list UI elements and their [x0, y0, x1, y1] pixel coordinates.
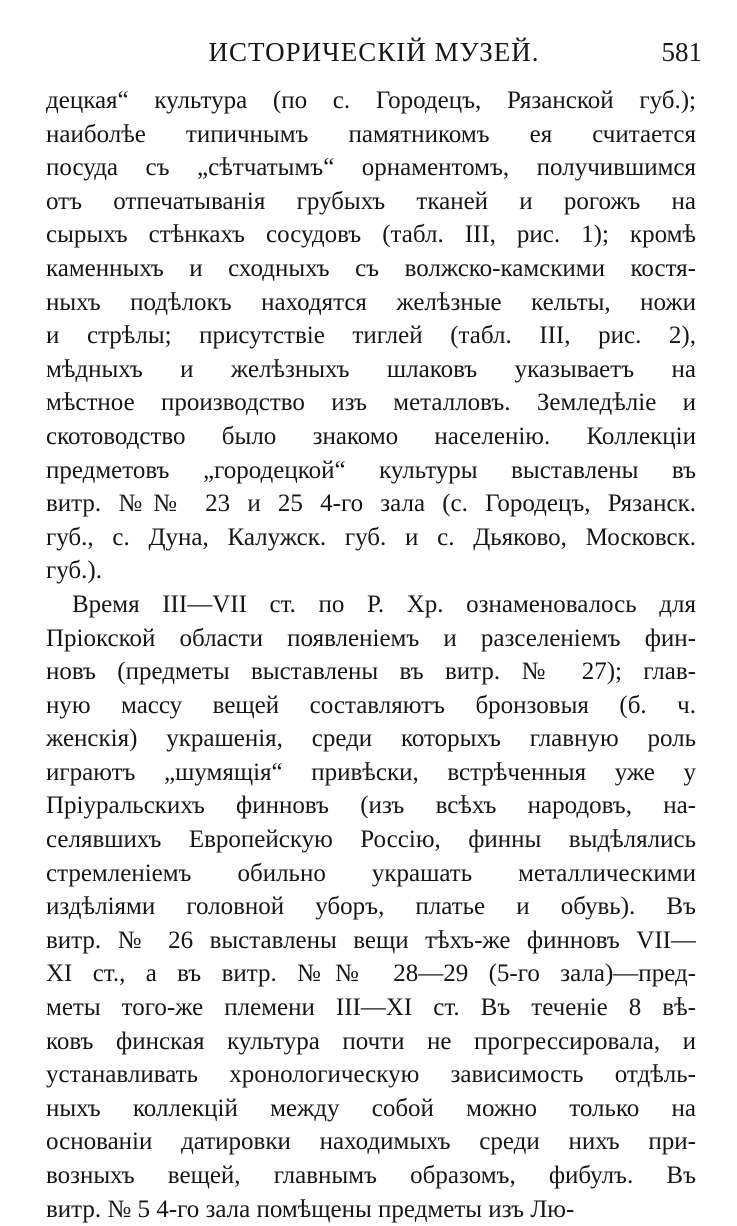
text-line: наиболѣе типичнымъ памятникомъ ея считается [46, 120, 696, 148]
text-line: основаніи датировки находимыхъ среди нихъ при- [46, 1128, 696, 1156]
text-line: ныхъ подѣлокъ находятся желѣзные кельты, ножи [46, 288, 696, 316]
text-line: децкая“ культура (по с. Городецъ, Рязанской губ.); [46, 87, 696, 114]
text-line: витр. № 26 выставлены вещи тѣхъ-же финновъ VII— [46, 926, 696, 954]
text-line: возныхъ вещей, главнымъ образомъ, фибулъ. Въ [46, 1162, 696, 1189]
running-title: ИСТОРИЧЕСКІЙ МУЗЕЙ. [208, 37, 540, 67]
text-line: отъ отпечатыванія грубыхъ тканей и рогожъ на [46, 187, 696, 215]
text-line: витр. №№ 23 и 25 4-го зала (с. Городецъ, Рязанск. [46, 490, 696, 518]
text-line: издѣліями головной уборъ, платье и обувь). Въ [46, 893, 696, 921]
text-line: новъ (предметы выставлены въ витр. № 27); глав- [46, 658, 696, 686]
text-line: женскія) украшенія, среди которыхъ главную роль [46, 725, 696, 753]
text-line: стремленіемъ обильно украшать металлическими [46, 859, 696, 887]
text-line: витр. № 5 4-го зала помѣщены предметы изъ Лю- [46, 1195, 575, 1223]
text-line: ныхъ коллекцій между собой можно только на [46, 1094, 696, 1122]
text-line: ковъ финская культура почти не прогрессировала, и [46, 1027, 696, 1055]
running-head [46, 32, 702, 72]
paragraph-end-line: губ.). [46, 557, 102, 585]
text-line: каменныхъ и сходныхъ съ волжско-камскими костя- [46, 254, 696, 282]
text-line: Пріокской области появленіемъ и разселеніемъ фин- [46, 624, 696, 652]
text-line: посуда съ „сѣтчатымъ“ орнаментомъ, получившимся [46, 154, 696, 182]
text-line: селявшихъ Европейскую Россію, финны выдѣлялись [46, 826, 696, 854]
text-line: устанавливать хронологическую зависимость отдѣль- [46, 1061, 696, 1089]
text-line: мѣдныхъ и желѣзныхъ шлаковъ указываетъ на [46, 355, 696, 383]
text-line: XI ст., а въ витр. №№ 28—29 (5-го зала)—пред- [46, 960, 696, 988]
text-line: Пріуральскихъ финновъ (изъ всѣхъ народовъ, на- [46, 792, 696, 820]
text-line: сырыхъ стѣнкахъ сосудовъ (табл. III, рис. 1); кромѣ [46, 221, 696, 249]
text-line: меты того-же племени III—XI ст. Въ теченіе 8 вѣ- [46, 994, 696, 1022]
text-line: ную массу вещей составляютъ бронзовыя (б. ч. [46, 691, 696, 719]
text-line: скотоводство было знакомо населенію. Коллекціи [46, 422, 696, 450]
text-line: предметовъ „городецкой“ культуры выставлены въ [46, 456, 696, 484]
paragraph-first-line: Время III—VII ст. по Р. Хр. ознаменовалось для [72, 590, 696, 618]
text-line: мѣстное производство изъ металловъ. Земледѣліе и [46, 389, 696, 417]
page-number: 581 [661, 37, 702, 67]
body-text [46, 84, 696, 1226]
text-line: играютъ „шумящія“ привѣски, встрѣченныя уже у [46, 758, 696, 786]
text-line: и стрѣлы; присутствіе тиглей (табл. III, рис. 2), [46, 322, 696, 350]
text-line: губ., с. Дуна, Калужск. губ. и с. Дьяково, Московск. [46, 523, 696, 551]
